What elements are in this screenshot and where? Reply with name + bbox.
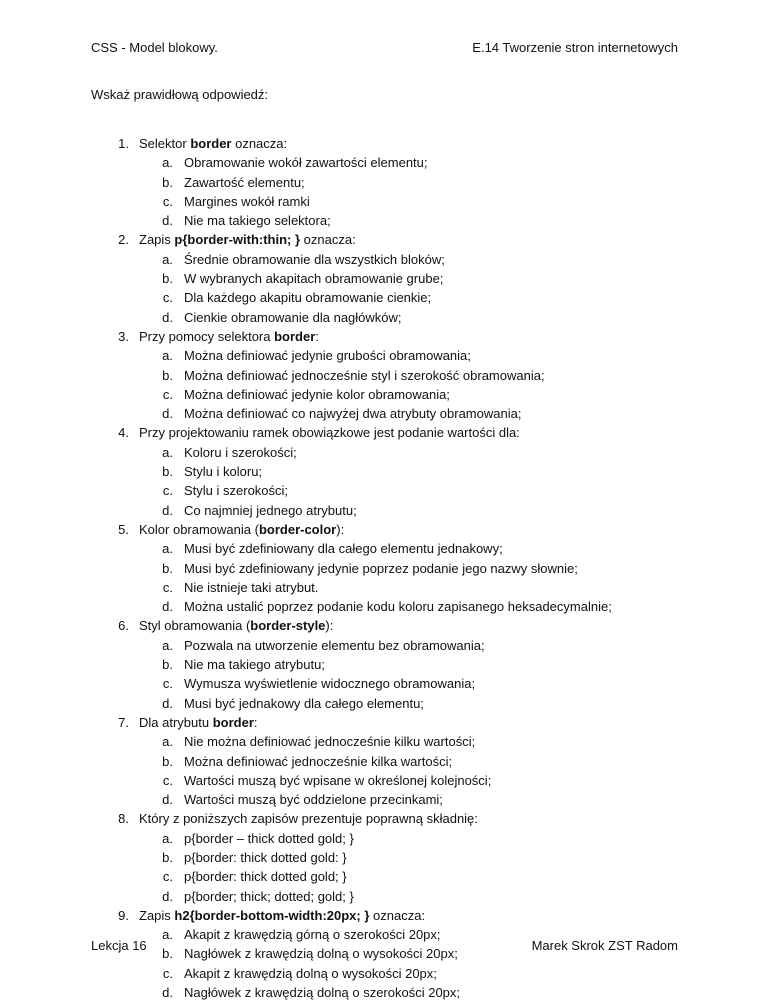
- header-left: CSS - Model blokowy.: [91, 40, 218, 55]
- question-8: [91, 809, 711, 828]
- answer-letter: c.: [162, 869, 173, 885]
- answer-letter: d.: [162, 888, 173, 904]
- answer-letter: d.: [162, 502, 173, 518]
- answer-option: [91, 752, 711, 771]
- answer-option: [91, 153, 711, 172]
- answer-letter: a.: [162, 348, 173, 364]
- answer-letter: d.: [162, 213, 173, 229]
- answer-text: Pozwala na utworzenie elementu bez obramowania;: [184, 637, 485, 653]
- answer-option: [91, 674, 711, 693]
- answer-letter: c.: [162, 386, 173, 402]
- answer-option: [91, 636, 711, 655]
- question-number: 9.: [118, 907, 129, 923]
- answer-text: Musi być jednakowy dla całego elementu;: [184, 695, 424, 711]
- answer-text: Nie można definiować jednocześnie kilku wartości;: [184, 734, 476, 750]
- answer-text: p{border; thick; dotted; gold; }: [184, 888, 354, 904]
- answer-text: Margines wokół ramki: [184, 193, 310, 209]
- answer-letter: c.: [162, 290, 173, 306]
- answer-text: Akapit z krawędzią dolną o wysokości 20px;: [184, 965, 437, 981]
- question-list: [91, 134, 711, 1002]
- answer-letter: c.: [162, 772, 173, 788]
- answer-text: Nie ma takiego atrybutu;: [184, 657, 325, 673]
- instruction: Wskaż prawidłową odpowiedź:: [91, 87, 269, 102]
- question-text: Przy pomocy selektora: [139, 328, 275, 344]
- answer-text: Można ustalić poprzez podanie kodu koloru zapisanego heksadecymalnie;: [184, 599, 612, 615]
- answer-letter: c.: [162, 483, 173, 499]
- footer-left: Lekcja 16: [91, 938, 147, 953]
- answer-letter: a.: [162, 155, 173, 171]
- answer-option: [91, 462, 711, 481]
- answer-text: p{border – thick dotted gold; }: [184, 830, 354, 846]
- answer-letter: a.: [162, 541, 173, 557]
- question-text: Dla atrybutu: [139, 714, 213, 730]
- answer-option: [91, 443, 711, 462]
- answer-letter: b.: [162, 174, 173, 190]
- answer-option: [91, 771, 711, 790]
- question-keyword: border: [190, 136, 232, 151]
- answer-option: [91, 288, 711, 307]
- answer-text: Wartości muszą być oddzielone przecinkami;: [184, 792, 443, 808]
- answer-text: Stylu i szerokości;: [184, 483, 289, 499]
- answer-option: [91, 308, 711, 327]
- question-number: 7.: [118, 714, 129, 730]
- answer-option: [91, 346, 711, 365]
- answer-text: p{border: thick dotted gold; }: [184, 869, 347, 885]
- answer-text: Średnie obramowanie dla wszystkich bloków;: [184, 251, 445, 267]
- answer-letter: b.: [162, 560, 173, 576]
- question-text: Który z poniższych zapisów prezentuje poprawną składnię:: [139, 811, 478, 827]
- question-text: Zapis: [139, 232, 175, 248]
- answer-option: [91, 867, 711, 886]
- question-keyword: border: [274, 328, 316, 344]
- question-text: Selektor: [139, 136, 191, 151]
- answer-letter: d.: [162, 309, 173, 325]
- answer-option: [91, 366, 711, 385]
- answer-option: [91, 694, 711, 713]
- answer-option: [91, 983, 711, 1002]
- answer-text: Nie istnieje taki atrybut.: [184, 579, 319, 595]
- answer-option: [91, 385, 711, 404]
- footer-right: Marek Skrok ZST Radom: [531, 938, 678, 953]
- question-6: [91, 616, 711, 635]
- question-number: 1.: [118, 136, 129, 151]
- question-7: [91, 713, 711, 732]
- answer-text: Stylu i koloru;: [184, 464, 263, 480]
- question-text-end: :: [253, 714, 258, 730]
- answer-text: Zawartość elementu;: [184, 174, 305, 190]
- answer-text: Koloru i szerokości;: [184, 444, 297, 460]
- question-text-end: ):: [325, 618, 334, 634]
- answer-letter: a.: [162, 637, 173, 653]
- question-keyword: border: [212, 714, 254, 730]
- answer-option: [91, 192, 711, 211]
- question-2: [91, 230, 711, 249]
- question-4: [91, 423, 711, 442]
- question-5: [91, 520, 711, 539]
- answer-option: [91, 404, 711, 423]
- answer-text: Dla każdego akapitu obramowanie cienkie;: [184, 290, 432, 306]
- answer-option: [91, 501, 711, 520]
- answer-letter: a.: [162, 251, 173, 267]
- answer-text: Obramowanie wokół zawartości elementu;: [184, 155, 428, 171]
- answer-option: [91, 790, 711, 809]
- answer-letter: c.: [162, 579, 173, 595]
- question-number: 6.: [118, 618, 129, 634]
- answer-text: p{border: thick dotted gold: }: [184, 849, 347, 865]
- answer-option: [91, 269, 711, 288]
- answer-option: [91, 211, 711, 230]
- answer-option: [91, 848, 711, 867]
- question-text-end: oznacza:: [300, 232, 356, 248]
- answer-letter: b.: [162, 946, 173, 962]
- answer-letter: a.: [162, 927, 173, 943]
- answer-letter: c.: [162, 193, 173, 209]
- question-keyword: border-color: [258, 521, 337, 537]
- answer-letter: a.: [162, 444, 173, 460]
- answer-text: Można definiować jedynie grubości obramowania;: [184, 348, 471, 364]
- answer-text: Można definiować jednocześnie kilka wartości;: [184, 753, 453, 769]
- answer-text: Nagłówek z krawędzią dolną o szerokości 20px;: [184, 985, 461, 1001]
- answer-text: Można definiować jedynie kolor obramowania;: [184, 386, 450, 402]
- question-number: 2.: [118, 232, 129, 248]
- question-number: 5.: [118, 521, 129, 537]
- answer-option: [91, 250, 711, 269]
- answer-option: [91, 539, 711, 558]
- answer-letter: c.: [162, 676, 173, 692]
- question-text-end: ):: [336, 521, 345, 537]
- answer-text: Musi być zdefiniowany jedynie poprzez podanie jego nazwy słownie;: [184, 560, 578, 576]
- answer-option: [91, 829, 711, 848]
- answer-text: Nagłówek z krawędzią dolną o wysokości 20px;: [184, 946, 458, 962]
- answer-letter: b.: [162, 271, 173, 287]
- question-text-end: oznacza:: [231, 136, 288, 151]
- answer-option: [91, 887, 711, 906]
- answer-letter: b.: [162, 753, 173, 769]
- answer-letter: a.: [162, 734, 173, 750]
- question-text: Zapis: [139, 907, 175, 923]
- question-number: 8.: [118, 811, 129, 827]
- answer-letter: b.: [162, 464, 173, 480]
- question-keyword: border-style: [250, 618, 326, 634]
- answer-option: [91, 597, 711, 616]
- question-number: 3.: [118, 328, 129, 344]
- answer-letter: d.: [162, 406, 173, 422]
- answer-option: [91, 578, 711, 597]
- question-text-end: oznacza:: [369, 907, 426, 923]
- question-3: [91, 327, 711, 346]
- answer-text: W wybranych akapitach obramowanie grube;: [184, 271, 444, 287]
- answer-text: Wymusza wyświetlenie widocznego obramowania;: [184, 676, 476, 692]
- answer-letter: b.: [162, 367, 173, 383]
- answer-text: Co najmniej jednego atrybutu;: [184, 502, 357, 518]
- answer-option: [91, 481, 711, 500]
- question-keyword: p{border-with:thin; }: [174, 232, 301, 248]
- question-text: Styl obramowania (: [139, 618, 251, 634]
- answer-text: Akapit z krawędzią górną o szerokości 20px;: [184, 927, 441, 943]
- question-keyword: h2{border-bottom-width:20px; }: [174, 907, 370, 923]
- answer-letter: d.: [162, 792, 173, 808]
- answer-letter: c.: [162, 965, 173, 981]
- question-text-end: :: [315, 328, 319, 344]
- answer-option: [91, 964, 711, 983]
- answer-option: [91, 732, 711, 751]
- answer-text: Musi być zdefiniowany dla całego elementu jednakowy;: [184, 541, 503, 557]
- question-text: Przy projektowaniu ramek obowiązkowe jest podanie wartości dla:: [139, 425, 520, 441]
- answer-letter: d.: [162, 599, 173, 615]
- answer-text: Wartości muszą być wpisane w określonej kolejności;: [184, 772, 492, 788]
- answer-letter: b.: [162, 657, 173, 673]
- answer-letter: b.: [162, 849, 173, 865]
- answer-text: Można definiować co najwyżej dwa atrybuty obramowania;: [184, 406, 522, 422]
- answer-letter: d.: [162, 695, 173, 711]
- question-1: [91, 134, 711, 153]
- question-9: [91, 906, 711, 925]
- answer-text: Nie ma takiego selektora;: [184, 213, 331, 229]
- answer-option: [91, 655, 711, 674]
- answer-option: [91, 559, 711, 578]
- answer-letter: d.: [162, 985, 173, 1001]
- question-number: 4.: [118, 425, 129, 441]
- header-right: E.14 Tworzenie stron internetowych: [472, 40, 678, 55]
- answer-letter: a.: [162, 830, 173, 846]
- answer-option: [91, 173, 711, 192]
- question-text: Kolor obramowania (: [139, 521, 259, 537]
- answer-text: Cienkie obramowanie dla nagłówków;: [184, 309, 402, 325]
- answer-text: Można definiować jednocześnie styl i szerokość obramowania;: [184, 367, 545, 383]
